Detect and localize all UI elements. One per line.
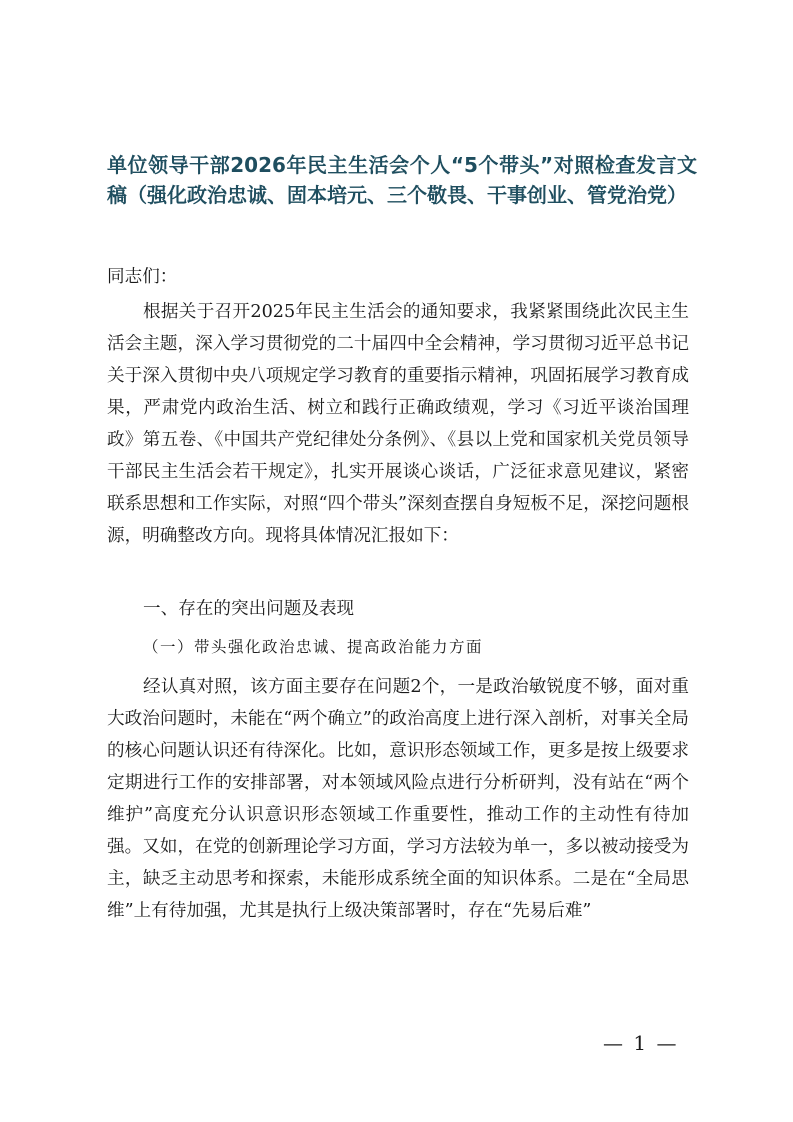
page-number: — 1 — [603, 1031, 679, 1055]
subsection-heading: （一）带头强化政治忠诚、提高政治能力方面 [143, 638, 484, 656]
section-heading: 一、存在的突出问题及表现 [143, 599, 355, 619]
body-paragraph: 经认真对照，该方面主要存在问题2个，一是政治敏锐度不够，面对重大政治问题时，未能在“两个确立”的政治高度上进行深入剖析，对事关全局的核心问题认识还有待深化。比如，意识形态领域工作，更多是按上级要求定期进行工作的安排部署，对本领域风险点进行分析研判，没有站在“两个维护”高度充分认识意识形态领域工作重要性，推动工作的主动性有待加强。又如，在党的创新理论学习方面，学习方法较为单一，多以被动接受为主，缺乏主动思考和探索，未能形成系统全面的知识体系。二是在“全局思维”上有待加强，尤其是执行上级决策部署时，存在“先易后难” [107, 677, 689, 921]
document-title: 单位领导干部2026年民主生活会个人“5个带头”对照检查发言文稿（强化政治忠诚、固本培元、三个敬畏、干事创业、管党治党） [107, 153, 697, 207]
salutation: 同志们： [107, 267, 178, 287]
intro-paragraph: 根据关于召开2025年民主生活会的通知要求，我紧紧围绕此次民主生活会主题，深入学习贯彻党的二十届四中全会精神，学习贯彻习近平总书记关于深入贯彻中央八项规定学习教育的重要指示精神，巩固拓展学习教育成果，严肃党内政治生活、树立和践行正确政绩观，学习《习近平谈治国理政》第五卷、《中国共产党纪律处分条例》、《县以上党和国家机关党员领导干部民主生活会若干规定》，扎实开展谈心谈话，广泛征求意见建议，紧密联系思想和工作实际，对照“四个带头”深刻查摆自身短板不足，深挖问题根源，明确整改方向。现将具体情况汇报如下： [107, 302, 689, 546]
